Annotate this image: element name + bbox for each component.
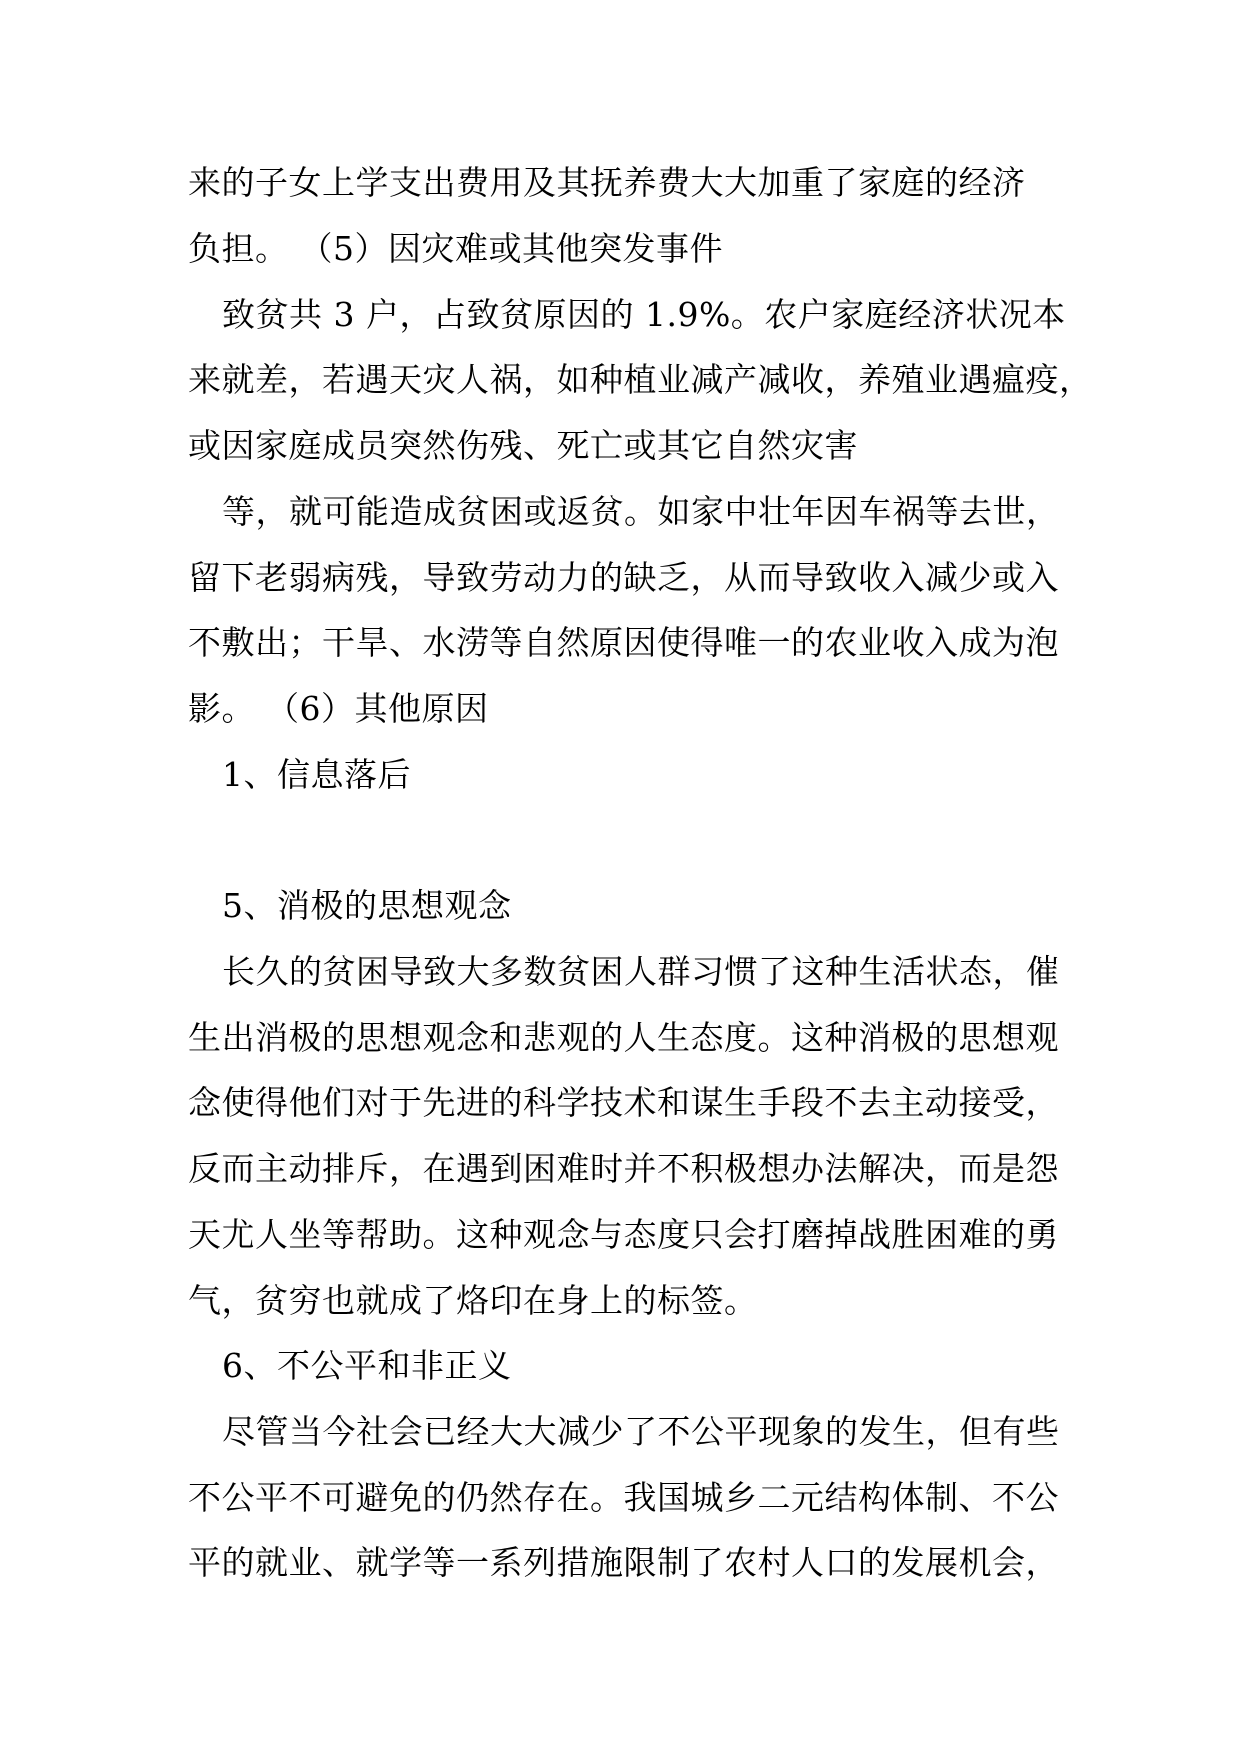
paragraph-line: 气，贫穷也就成了烙印在身上的标签。	[188, 1281, 758, 1320]
paragraph-line: 长久的贫困导致大多数贫困人群习惯了这种生活状态，催	[222, 952, 1060, 991]
paragraph-line: 负担。 （5）因灾难或其他突发事件	[188, 229, 723, 268]
paragraph-line: 留下老弱病残，导致劳动力的缺乏，从而导致收入减少或入	[188, 558, 1059, 597]
paragraph-line: 来就差，若遇天灾人祸，如种植业减产减收，养殖业遇瘟疫，	[188, 360, 1093, 399]
paragraph-line: 反而主动排斥，在遇到困难时并不积极想办法解决，而是怨	[188, 1149, 1059, 1188]
paragraph-line: 念使得他们对于先进的科学技术和谋生手段不去主动接受，	[188, 1083, 1059, 1122]
paragraph-line: 等，就可能造成贫困或返贫。如家中壮年因车祸等去世，	[222, 492, 1060, 531]
paragraph-line: 不敷出；干旱、水涝等自然原因使得唯一的农业收入成为泡	[188, 623, 1059, 662]
section-heading: 6、不公平和非正义	[222, 1346, 512, 1385]
paragraph-line: 或因家庭成员突然伤残、死亡或其它自然灾害	[188, 426, 858, 465]
paragraph-line: 不公平不可避免的仍然存在。我国城乡二元结构体制、不公	[188, 1478, 1059, 1517]
paragraph-line: 天尤人坐等帮助。这种观念与态度只会打磨掉战胜困难的勇	[188, 1215, 1059, 1254]
paragraph-line: 生出消极的思想观念和悲观的人生态度。这种消极的思想观	[188, 1018, 1059, 1057]
paragraph-line: 来的子女上学支出费用及其抚养费大大加重了家庭的经济	[188, 163, 1026, 202]
paragraph-line: 致贫共 3 户，占致贫原因的 1.9%。农户家庭经济状况本	[222, 295, 1066, 334]
paragraph-line: 影。 （6）其他原因	[188, 689, 489, 728]
paragraph-line: 尽管当今社会已经大大减少了不公平现象的发生，但有些	[222, 1412, 1060, 1451]
section-heading: 5、消极的思想观念	[222, 886, 512, 925]
section-heading: 1、信息落后	[222, 755, 411, 794]
paragraph-line: 平的就业、就学等一系列措施限制了农村人口的发展机会，	[188, 1543, 1059, 1582]
